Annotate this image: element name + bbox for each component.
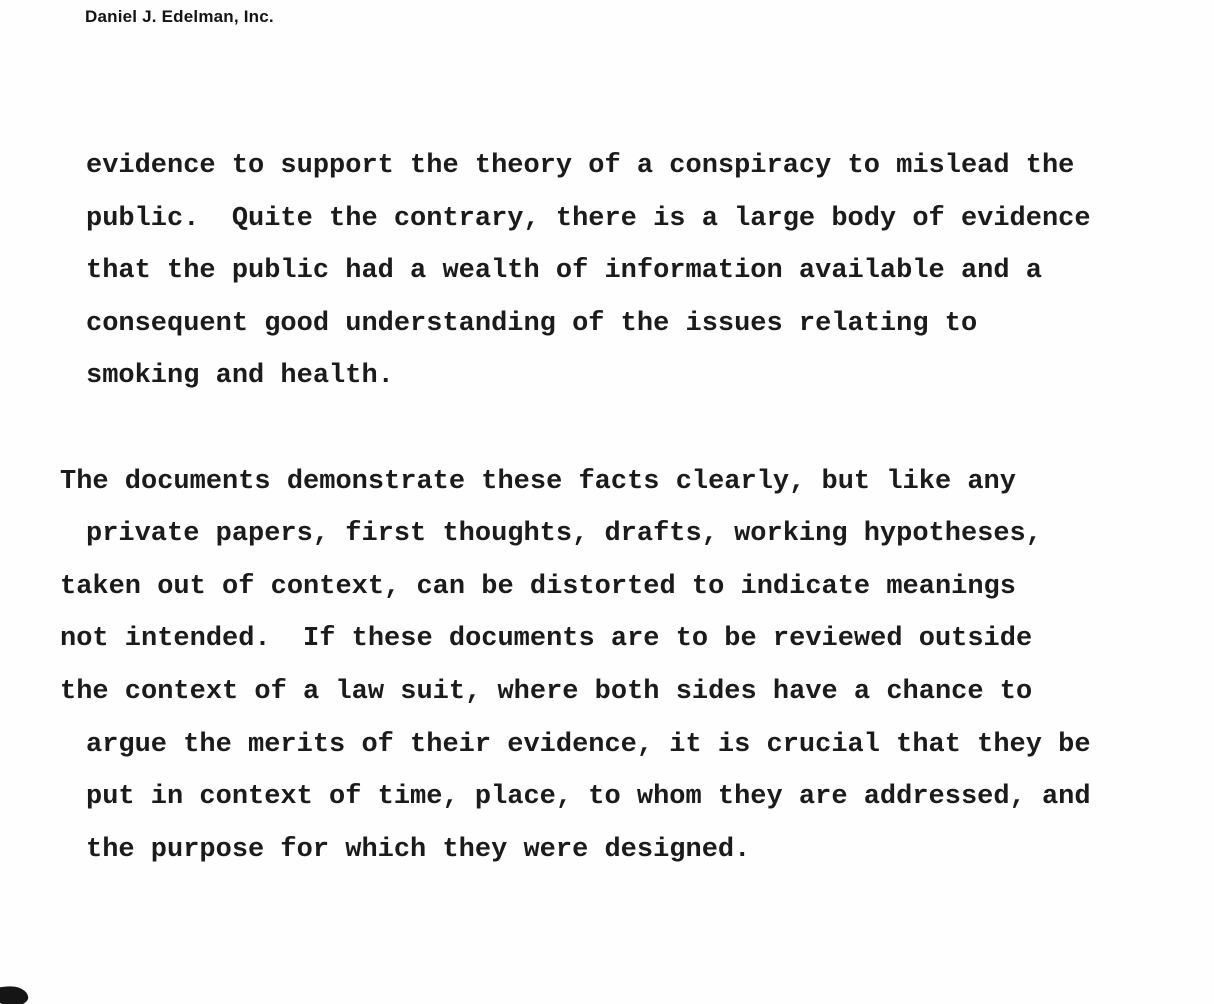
- text-line: put in context of time, place, to whom they are addressed, and: [86, 782, 1091, 813]
- text-line: consequent good understanding of the issues relating to: [86, 308, 978, 339]
- text-line: private papers, first thoughts, drafts, working hypotheses,: [86, 519, 1042, 550]
- text-line: evidence to support the theory of a conspiracy to mislead the: [86, 151, 1075, 181]
- text-line: not intended. If these documents are to be reviewed outside: [60, 624, 1033, 655]
- text-line: that the public had a wealth of information available and a: [86, 256, 1042, 287]
- letterhead: Daniel J. Edelman, Inc.: [85, 7, 274, 26]
- text-line: smoking and health.: [86, 361, 394, 392]
- paragraph-1: [86, 140, 1091, 403]
- paragraph-2: [60, 456, 1091, 877]
- scan-artifact: [0, 984, 29, 1004]
- text-line: argue the merits of their evidence, it is crucial that they be: [86, 729, 1091, 760]
- text-line: the purpose for which they were designed.: [86, 834, 751, 865]
- text-line: public. Quite the contrary, there is a large body of evidence: [86, 203, 1091, 234]
- text-line: taken out of context, can be distorted to indicate meanings: [60, 571, 1016, 602]
- text-line: The documents demonstrate these facts clearly, but like any: [60, 466, 1016, 497]
- text-line: the context of a law suit, where both sides have a chance to: [60, 676, 1033, 707]
- document-body: [60, 140, 1091, 876]
